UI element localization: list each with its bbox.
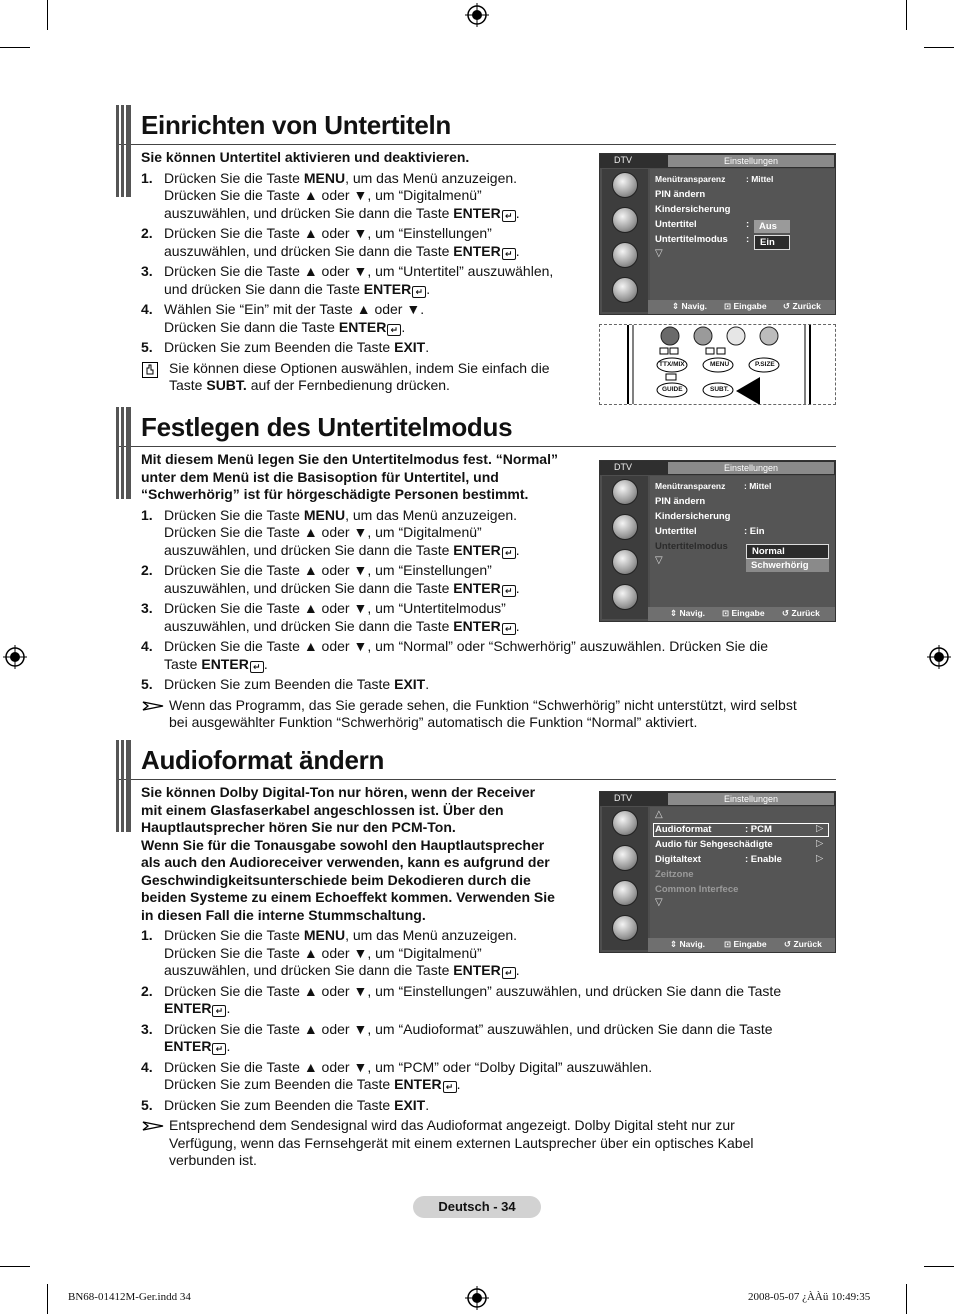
tv-row-value: : PCM: [745, 824, 772, 835]
enter-icon: ↵: [502, 210, 516, 222]
text-line: Wenn das Programm, das Sie gerade sehen, die Funktion “Schwerhörig” nicht unterstützt, wird selbst: [169, 696, 797, 713]
tv-footer-nav: ⇕ Navig.: [670, 939, 705, 949]
step-item: [141, 1021, 831, 1056]
text-line: Wählen Sie “Ein” mit der Taste ▲ oder ▼.: [164, 301, 425, 317]
scroll-down-icon: ▽: [655, 897, 663, 908]
section-heading: [116, 746, 836, 780]
tv-row: Menütransparenz: [655, 481, 726, 491]
text-line: Sie können diese Optionen auswählen, indem Sie einfach die: [169, 359, 550, 376]
note-list: [141, 697, 831, 732]
tv-row: PIN ändern: [655, 189, 706, 200]
text-line: bei ausgewählter Funktion “Schwerhörig” automatisch die Funktion “Normal” aktiviert.: [169, 714, 698, 730]
crop-mark: [0, 1266, 30, 1267]
tv-row: Untertitelmodus: [655, 234, 728, 245]
chevron-right-icon: ▷: [816, 853, 824, 864]
satellite-icon: [612, 810, 638, 836]
step-number: 4.: [141, 301, 153, 317]
step-number: 2.: [141, 562, 153, 578]
text-line: “Schwerhörig” ist für hörgeschädigte Personen bestimmt.: [141, 486, 529, 502]
heading-bars: [116, 105, 132, 197]
step-item: [141, 263, 591, 298]
text-line: ENTER ↵ .: [164, 1000, 231, 1016]
tv-row: Menütransparenz: [655, 174, 726, 184]
step-number: 5.: [141, 676, 153, 692]
tv-option-selected: Normal: [746, 544, 829, 559]
settings-icon: [612, 880, 638, 906]
step-item: [141, 225, 591, 260]
remote-button-menu: MENU: [710, 361, 730, 368]
enter-icon: ↵: [502, 547, 516, 559]
tv-dtv-label: DTV: [614, 155, 632, 165]
input-icon: [612, 277, 638, 303]
step-number: 4.: [141, 638, 153, 654]
tv-footer: [648, 300, 835, 314]
sound-icon: [612, 207, 638, 233]
text-line: auszuwählen, und drücken Sie dann die Taste ENTER ↵ .: [164, 579, 520, 596]
text-line: Drücken Sie die Taste MENU, um das Menü anzuzeigen.: [164, 927, 518, 943]
input-icon: [612, 915, 638, 941]
tv-row-value: :: [746, 234, 750, 245]
enter-icon: ↵: [502, 248, 516, 260]
settings-icon: [612, 549, 638, 575]
tv-row: Audioformat: [655, 824, 712, 835]
step-number: 2.: [141, 225, 153, 241]
tv-option: Aus: [754, 220, 790, 233]
tv-row: Digitaltext: [655, 854, 701, 865]
step-list: [141, 927, 831, 1114]
text-line: Drücken Sie die Taste ▲ oder ▼, um “Untertitelmodus”: [164, 600, 506, 616]
chevron-right-icon: ▷: [816, 823, 824, 834]
section-body: [141, 149, 591, 395]
tv-row: Zeitzone: [655, 869, 694, 880]
note-item: [141, 1117, 831, 1170]
tv-menu-body: [650, 807, 835, 939]
satellite-icon: [612, 172, 638, 198]
text-line: Drücken Sie die Taste ▲ oder ▼, um “Einstellungen”: [164, 562, 492, 578]
tv-row-value: : Mittel: [746, 174, 774, 184]
text-line: auszuwählen, und drücken Sie dann die Taste ENTER ↵ .: [164, 962, 520, 978]
text-line: verbunden ist.: [169, 1152, 257, 1168]
step-item: [141, 1097, 831, 1115]
step-item: [141, 638, 831, 673]
sound-icon: [612, 514, 638, 540]
crop-mark: [47, 1284, 48, 1314]
tv-footer-enter: ⊡ Eingabe: [722, 608, 765, 618]
note-list: [141, 1117, 831, 1170]
text-line: als auch den Audioreceiver verwenden, kann es aufgrund der: [141, 854, 550, 870]
step-number: 2.: [141, 982, 153, 999]
enter-icon: ↵: [502, 967, 516, 979]
tv-row-value: : Enable: [745, 854, 782, 865]
page-number-badge: Deutsch - 34: [413, 1196, 541, 1218]
heading-bars: [116, 740, 132, 832]
registration-mark-icon: [465, 3, 489, 27]
page-title: Festlegen des Untertitelmodus: [141, 412, 513, 442]
text-line: Drücken Sie die Taste ▲ oder ▼, um “Normal” oder “Schwerhörig” auszuwählen. Drücken Sie die: [164, 638, 769, 654]
registration-mark-icon: [927, 645, 951, 669]
text-line: in diesen Fall die interne Stummschaltung.: [141, 906, 426, 923]
step-number: 1.: [141, 927, 153, 943]
tv-row: Audio für Sehgeschädigte: [655, 839, 773, 850]
text-line: Drücken Sie die Taste ▲ oder ▼, um “Einstellungen” auszuwählen, und drücken Sie dann die Taste: [164, 982, 782, 999]
sound-icon: [612, 845, 638, 871]
text-line: und drücken Sie dann die Taste ENTER ↵ .: [164, 280, 431, 297]
section-heading: [116, 413, 836, 447]
enter-icon: ↵: [502, 585, 516, 597]
step-number: 3.: [141, 263, 153, 279]
text-line: Mit diesem Menü legen Sie den Untertitelmodus fest. “Normal”: [141, 451, 558, 467]
tv-row: Untertitel: [655, 526, 697, 537]
text-line: unter dem Menü ist die Basisoption für Untertitel, und: [141, 468, 499, 485]
text-line: Taste ENTER ↵ .: [164, 655, 268, 672]
tv-row-value: : Mittel: [744, 481, 772, 491]
text-line: Drücken Sie die Taste ▲ oder ▼, um “Digitalmenü”: [164, 944, 482, 961]
tv-footer-nav: ⇕ Navig.: [670, 608, 705, 618]
tv-menu-body: [650, 169, 835, 301]
step-number: 5.: [141, 339, 153, 355]
enter-icon: ↵: [502, 623, 516, 635]
remote-control-illustration: [599, 324, 836, 405]
crop-mark: [924, 1266, 954, 1267]
tv-menu-screenshot: [599, 153, 836, 315]
text-line: beiden Systeme zu einem Echoeffekt kommen. Verwenden Sie: [141, 889, 555, 905]
registration-mark-icon: [465, 1286, 489, 1310]
text-line: auszuwählen, und drücken Sie dann die Taste ENTER ↵ .: [164, 242, 520, 259]
tv-row: Untertitelmodus: [655, 541, 728, 552]
text-line: Drücken Sie zum Beenden die Taste EXIT.: [164, 1096, 430, 1113]
crop-mark: [906, 0, 907, 30]
tv-tab: Einstellungen: [668, 793, 834, 805]
arrow-note-icon: [142, 1119, 164, 1137]
tv-menu-body: [650, 476, 835, 608]
crop-mark: [0, 47, 30, 48]
chevron-right-icon: ▷: [816, 838, 824, 849]
text-line: Drücken Sie die Taste MENU, um das Menü anzuzeigen.: [164, 506, 518, 523]
text-line: Drücken Sie die Taste ▲ oder ▼, um “Einstellungen”: [164, 225, 492, 241]
note-item: [141, 360, 591, 395]
tv-option: Schwerhörig: [746, 559, 829, 572]
tv-row: Common Interfece: [655, 884, 739, 895]
enter-icon: ↵: [412, 286, 426, 298]
tv-footer-enter: ⊡ Eingabe: [724, 301, 767, 311]
tv-menu-screenshot: [599, 460, 836, 622]
crop-mark: [924, 47, 954, 48]
text-line: Wenn Sie für die Tonausgabe sowohl den Hauptlautsprecher: [141, 836, 545, 853]
text-line: Drücken Sie die Taste ▲ oder ▼, um “Audioformat” auszuwählen, und drücken Sie dann die Taste: [164, 1020, 773, 1037]
section-heading: [116, 111, 836, 145]
step-number: 4.: [141, 1058, 153, 1075]
step-item: [141, 339, 591, 357]
tv-footer: [648, 607, 835, 621]
date-slug: 2008-05-07 ¿ÀÀü 10:49:35: [748, 1291, 871, 1303]
step-item: [141, 170, 591, 223]
text-line: mit einem Glasfaserkabel angeschlossen ist. Über den: [141, 801, 504, 818]
tv-row: Kindersicherung: [655, 204, 731, 215]
text-line: Drücken Sie die Taste ▲ oder ▼, um “Digitalmenü”: [164, 187, 482, 203]
text-line: Verfügung, wenn das Fernsehgerät mit einem externen Lautsprecher über ein optisches Kabel: [169, 1134, 754, 1151]
text-line: Drücken Sie die Taste MENU, um das Menü anzuzeigen.: [164, 169, 518, 186]
arrow-note-icon: [142, 699, 164, 717]
text-line: Drücken Sie dann die Taste ENTER ↵ .: [164, 318, 406, 335]
step-list: [141, 170, 591, 357]
heading-bars: [116, 407, 132, 499]
satellite-icon: [612, 479, 638, 505]
text-line: Hauptlautsprecher hören Sie nur den PCM-Ton.: [141, 819, 456, 835]
enter-icon: ↵: [250, 661, 264, 673]
tv-icon-column: [602, 807, 648, 950]
registration-mark-icon: [3, 645, 27, 669]
text-line: Drücken Sie die Taste ▲ oder ▼, um “Digitalmenü”: [164, 524, 482, 540]
enter-icon: ↵: [443, 1081, 457, 1093]
text-line: Drücken Sie die Taste ▲ oder ▼, um “PCM” oder “Dolby Digital” auszuwählen.: [164, 1058, 653, 1075]
tv-footer-enter: ⊡ Eingabe: [724, 939, 767, 949]
remote-button-ttx: TTX/MIX: [659, 361, 685, 368]
tv-icon-column: [602, 476, 648, 619]
note-item: [141, 697, 831, 732]
tv-footer-nav: ⇕ Navig.: [672, 301, 707, 311]
step-item: [141, 1059, 831, 1094]
remote-button-psize: P.SIZE: [755, 361, 775, 368]
tv-option-selected: Ein: [754, 235, 790, 250]
input-icon: [612, 584, 638, 610]
page-title: Einrichten von Untertiteln: [141, 110, 452, 140]
text-line: Sie können Dolby Digital-Ton nur hören, wenn der Receiver: [141, 784, 536, 800]
enter-icon: ↵: [212, 1005, 226, 1017]
text-line: Drücken Sie zum Beenden die Taste ENTER ↵ .: [164, 1076, 461, 1092]
remote-button-subt: SUBT.: [710, 386, 729, 393]
enter-icon: ↵: [387, 324, 401, 336]
intro-text: Sie können Untertitel aktivieren und deaktivieren.: [141, 149, 470, 165]
text-line: Taste SUBT. auf der Fernbedienung drücken.: [169, 377, 450, 393]
step-number: 1.: [141, 169, 153, 186]
tv-icon-column: [602, 169, 648, 312]
remote-button-guide: GUIDE: [662, 386, 683, 393]
tv-menu-screenshot: [599, 791, 836, 953]
step-number: 1.: [141, 506, 153, 523]
tv-dtv-label: DTV: [614, 793, 632, 803]
enter-icon: ↵: [212, 1043, 226, 1055]
tv-footer-back: ↺ Zurück: [783, 301, 821, 311]
step-number: 5.: [141, 1096, 153, 1113]
tv-tab: Einstellungen: [668, 155, 834, 167]
scroll-down-icon: ▽: [655, 555, 663, 566]
text-line: Drücken Sie zum Beenden die Taste EXIT.: [164, 339, 430, 355]
text-line: auszuwählen, und drücken Sie dann die Taste ENTER ↵ .: [164, 617, 520, 634]
scroll-down-icon: ▽: [655, 248, 663, 259]
tv-row: Untertitel: [655, 219, 697, 230]
step-item: [141, 676, 831, 694]
settings-icon: [612, 242, 638, 268]
step-number: 3.: [141, 600, 153, 616]
step-number: 3.: [141, 1020, 153, 1037]
text-line: Entsprechend dem Sendesignal wird das Audioformat angezeigt. Dolby Digital steht nur zur: [169, 1117, 735, 1133]
tv-row-value: : Ein: [744, 526, 765, 537]
file-slug: BN68-01412M-Ger.indd 34: [68, 1291, 191, 1303]
tv-row: PIN ändern: [655, 496, 706, 507]
text-line: ENTER ↵ .: [164, 1038, 231, 1054]
tv-row-value: :: [746, 219, 750, 230]
tv-footer: [648, 938, 835, 952]
note-list: [141, 360, 591, 395]
tv-row: Kindersicherung: [655, 511, 731, 522]
text-line: auszuwählen, und drücken Sie dann die Taste ENTER ↵ .: [164, 541, 520, 558]
tv-tab: Einstellungen: [668, 462, 834, 474]
scroll-up-icon: △: [655, 809, 663, 820]
text-line: Drücken Sie zum Beenden die Taste EXIT.: [164, 676, 430, 692]
step-item: [141, 301, 591, 336]
crop-mark: [47, 0, 48, 30]
tv-dtv-label: DTV: [614, 462, 632, 472]
hand-note-icon: [142, 362, 158, 383]
step-item: [141, 983, 831, 1018]
tv-footer-back: ↺ Zurück: [782, 608, 820, 618]
page-title: Audioformat ändern: [141, 745, 385, 775]
text-line: Geschwindigkeitsunterschiede beim Dekodieren durch die: [141, 871, 531, 888]
text-line: auszuwählen, und drücken Sie dann die Taste ENTER ↵ .: [164, 204, 520, 221]
crop-mark: [906, 1284, 907, 1314]
text-line: Drücken Sie die Taste ▲ oder ▼, um “Untertitel” auszuwählen,: [164, 263, 554, 279]
tv-footer-back: ↺ Zurück: [784, 939, 822, 949]
